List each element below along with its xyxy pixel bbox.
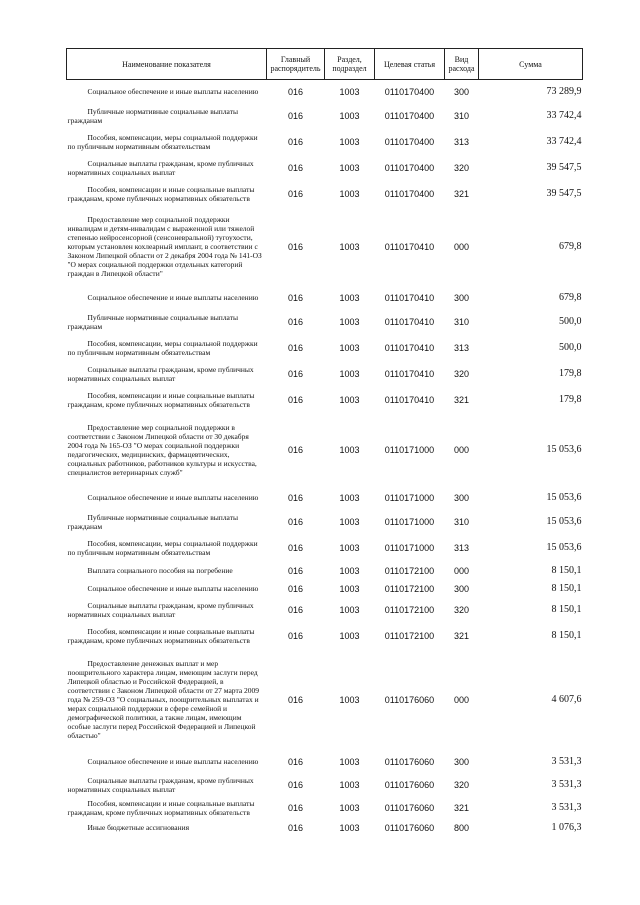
- row-type: 000: [453, 444, 470, 455]
- row-manager: 016: [287, 444, 304, 455]
- row-sum: 179,8: [559, 394, 582, 405]
- row-name: Социальные выплаты гражданам, кроме публичных нормативных социальных выплат: [67, 600, 254, 619]
- row-sum: 8 150,1: [551, 583, 582, 594]
- table-row: [67, 286, 583, 310]
- row-manager: 016: [287, 694, 304, 705]
- row-sum: 8 150,1: [551, 604, 582, 615]
- row-name: Пособия, компенсации и иные социальные выплаты гражданам, кроме публичных нормативных обязательств: [67, 626, 255, 645]
- row-type: 310: [453, 110, 470, 121]
- table-row: [67, 580, 583, 598]
- row-name: Пособия, компенсации, меры социальной поддержки по публичным нормативным обязательствам: [67, 338, 258, 357]
- row-manager: 016: [287, 110, 304, 121]
- row-section: 1003: [339, 394, 360, 405]
- row-name: Социальное обеспечение и иные выплаты населению: [87, 493, 259, 502]
- row-name: Публичные нормативные социальные выплаты гражданам: [67, 312, 239, 331]
- row-section: 1003: [339, 516, 360, 527]
- row-type: 000: [453, 694, 470, 705]
- row-section: 1003: [339, 492, 360, 503]
- row-manager: 016: [287, 802, 304, 813]
- row-name: Предоставление мер социальной поддержки в соответствии с Законом Липецкой области от 30 декабря 2004 года № 165-ОЗ "О мерах социальной поддержки педагогических, медицинских, фармацевтических, социальных работников, работников культуры и искусства, специалистов ветеринарных служб": [67, 422, 257, 477]
- row-section: 1003: [339, 110, 360, 121]
- row-article: 0110171000: [384, 516, 435, 527]
- row-name-cell: [67, 650, 267, 750]
- row-name: Пособия, компенсации и иные социальные выплаты гражданам, кроме публичных нормативных обязательств: [67, 184, 255, 203]
- table-row: [67, 796, 583, 820]
- row-section: 1003: [339, 694, 360, 705]
- row-type: 800: [453, 822, 470, 833]
- row-name-cell: [67, 510, 267, 534]
- row-name: Предоставление денежных выплат и мер поощрительного характера лицам, имеющим заслуги перед Липецкой областью и Российской Федерацией, в соответствии с Законом Липецкой области от 27 марта 2009 года № 259-ОЗ "О социальных, поощрительных выплатах и мерах социальной поддержки в сфере семейной и демографической политики, а также лицам, имеющим особые заслуги перед Российской Федерацией и Липецкой областью": [67, 659, 260, 740]
- row-type: 313: [453, 542, 470, 553]
- table-row: [67, 562, 583, 580]
- row-manager: 016: [287, 630, 304, 641]
- row-sum: 39 547,5: [546, 162, 582, 173]
- row-name: Социальные выплаты гражданам, кроме публичных нормативных социальных выплат: [67, 158, 254, 177]
- row-article: 0110170410: [384, 316, 435, 327]
- row-sum: 3 531,3: [551, 756, 582, 767]
- table-row: [67, 650, 583, 750]
- table-row: [67, 156, 583, 180]
- row-manager: 016: [287, 342, 304, 353]
- row-section: 1003: [339, 542, 360, 553]
- row-sum: 15 053,6: [546, 516, 582, 527]
- table-row: [67, 510, 583, 534]
- row-sum: 1 076,3: [551, 822, 582, 833]
- header-manager: Главный распорядитель: [267, 49, 325, 80]
- row-article: 0110171000: [384, 444, 435, 455]
- table-row: [67, 598, 583, 622]
- row-article: 0110170410: [384, 241, 435, 252]
- row-sum: 15 053,6: [546, 444, 582, 455]
- row-manager: 016: [287, 779, 304, 790]
- table-row: [67, 820, 583, 836]
- row-name-cell: [67, 310, 267, 334]
- row-manager: 016: [287, 565, 304, 576]
- row-type: 300: [453, 86, 470, 97]
- row-name: Социальные выплаты гражданам, кроме публичных нормативных социальных выплат: [67, 364, 254, 383]
- row-type: 310: [453, 516, 470, 527]
- table-row: [67, 534, 583, 562]
- row-sum: 8 150,1: [551, 630, 582, 641]
- row-sum: 73 289,9: [546, 86, 582, 98]
- row-type: 320: [453, 779, 470, 790]
- row-manager: 016: [287, 516, 304, 527]
- table-row: [67, 104, 583, 128]
- table-row: [67, 386, 583, 414]
- row-manager: 016: [287, 316, 304, 327]
- row-name-cell: [67, 362, 267, 386]
- row-name: Пособия, компенсации и иные социальные выплаты гражданам, кроме публичных нормативных обязательств: [67, 390, 255, 409]
- row-name-cell: [67, 622, 267, 650]
- row-name-cell: [67, 80, 267, 104]
- row-name: Иные бюджетные ассигнования: [87, 823, 190, 832]
- row-name-cell: [67, 820, 267, 836]
- row-article: 0110170410: [384, 394, 435, 405]
- row-manager: 016: [287, 368, 304, 379]
- row-manager: 016: [287, 604, 304, 615]
- row-sum: 679,8: [559, 241, 582, 252]
- row-section: 1003: [339, 188, 360, 199]
- row-name-cell: [67, 104, 267, 128]
- row-article: 0110170410: [384, 368, 435, 379]
- row-name: Пособия, компенсации, меры социальной поддержки по публичным нормативным обязательствам: [67, 538, 258, 557]
- row-name-cell: [67, 774, 267, 796]
- row-name-cell: [67, 334, 267, 362]
- row-manager: 016: [287, 162, 304, 173]
- row-article: 0110176060: [384, 802, 435, 813]
- row-name: Социальное обеспечение и иные выплаты населению: [87, 757, 259, 766]
- row-sum: 33 742,4: [546, 136, 582, 147]
- row-sum: 679,8: [559, 292, 582, 303]
- row-name-cell: [67, 486, 267, 510]
- row-sum: 15 053,6: [546, 542, 582, 553]
- row-article: 0110171000: [384, 492, 435, 503]
- table-body: [67, 80, 583, 836]
- row-section: 1003: [339, 822, 360, 833]
- row-type: 300: [453, 756, 470, 767]
- row-article: 0110176060: [384, 756, 435, 767]
- row-section: 1003: [339, 565, 360, 576]
- row-name: Пособия, компенсации, меры социальной поддержки по публичным нормативным обязательствам: [67, 132, 258, 151]
- row-article: 0110170400: [384, 110, 435, 121]
- row-name-cell: [67, 128, 267, 156]
- header-sum: Сумма: [479, 49, 583, 80]
- row-section: 1003: [339, 136, 360, 147]
- row-manager: 016: [287, 292, 304, 303]
- row-section: 1003: [339, 316, 360, 327]
- row-type: 300: [453, 492, 470, 503]
- row-type: 320: [453, 368, 470, 379]
- row-manager: 016: [287, 241, 304, 252]
- row-article: 0110170410: [384, 342, 435, 353]
- row-article: 0110171000: [384, 542, 435, 553]
- row-name: Социальное обеспечение и иные выплаты населению: [87, 584, 259, 593]
- row-section: 1003: [339, 583, 360, 594]
- row-section: 1003: [339, 241, 360, 252]
- row-type: 321: [453, 188, 470, 199]
- header-article: Целевая статья: [375, 49, 445, 80]
- row-name: Предоставление мер социальной поддержки инвалидам и детям-инвалидам с выраженной или тяжелой степенью нейросенсорной (сенсоневральной) тугоухости, которым установлен кохлеарный имплант, в соответствии с Законом Липецкой области от 2 декабря 2004 года № 141-ОЗ "О мерах социальной поддержки отдельных категорий граждан в Липецкой области": [67, 215, 262, 278]
- row-article: 0110170410: [384, 292, 435, 303]
- row-name: Выплата социального пособия на погребение: [87, 566, 233, 575]
- row-name-cell: [67, 580, 267, 598]
- row-type: 313: [453, 342, 470, 353]
- table-row: [67, 310, 583, 334]
- table-row: [67, 486, 583, 510]
- row-sum: 3 531,3: [551, 802, 582, 813]
- row-section: 1003: [339, 444, 360, 455]
- row-name: Социальное обеспечение и иные выплаты населению: [87, 87, 259, 97]
- table-row: [67, 622, 583, 650]
- row-name: Публичные нормативные социальные выплаты гражданам: [67, 512, 239, 531]
- row-manager: 016: [287, 583, 304, 594]
- header-section: Раздел, подраздел: [325, 49, 375, 80]
- table-row: [67, 208, 583, 286]
- row-manager: 016: [287, 136, 304, 147]
- row-type: 310: [453, 316, 470, 327]
- row-name-cell: [67, 386, 267, 414]
- table-row: [67, 362, 583, 386]
- row-sum: 39 547,5: [546, 188, 582, 199]
- row-article: 0110176060: [384, 822, 435, 833]
- row-name-cell: [67, 180, 267, 208]
- row-name: Пособия, компенсации и иные социальные выплаты гражданам, кроме публичных нормативных обязательств: [67, 798, 255, 817]
- row-article: 0110170400: [384, 136, 435, 147]
- table-row: [67, 750, 583, 774]
- row-name: Публичные нормативные социальные выплаты гражданам: [67, 106, 239, 125]
- row-type: 000: [453, 241, 470, 252]
- row-section: 1003: [339, 630, 360, 641]
- table-row: [67, 334, 583, 362]
- row-sum: 15 053,6: [546, 492, 582, 503]
- row-article: 0110172100: [384, 630, 435, 641]
- row-sum: 33 742,4: [546, 110, 582, 121]
- row-section: 1003: [339, 86, 360, 97]
- row-manager: 016: [287, 492, 304, 503]
- row-article: 0110170400: [384, 162, 435, 173]
- row-type: 321: [453, 802, 470, 813]
- row-name-cell: [67, 414, 267, 486]
- table-row: [67, 414, 583, 486]
- row-section: 1003: [339, 756, 360, 767]
- row-sum: 8 150,1: [551, 565, 582, 576]
- row-section: 1003: [339, 779, 360, 790]
- row-article: 0110170400: [384, 188, 435, 199]
- row-type: 300: [453, 583, 470, 594]
- row-sum: 4 607,6: [551, 694, 582, 705]
- budget-table: [66, 48, 583, 836]
- row-name-cell: [67, 534, 267, 562]
- row-type: 320: [453, 604, 470, 615]
- header-name: Наименование показателя: [67, 49, 267, 80]
- table-row: [67, 180, 583, 208]
- row-section: 1003: [339, 342, 360, 353]
- table-row: [67, 774, 583, 796]
- row-article: 0110172100: [384, 565, 435, 576]
- table-row: [67, 80, 583, 104]
- row-section: 1003: [339, 368, 360, 379]
- row-article: 0110172100: [384, 604, 435, 615]
- row-manager: 016: [287, 542, 304, 553]
- row-type: 321: [453, 630, 470, 641]
- row-sum: 179,8: [559, 368, 582, 379]
- row-section: 1003: [339, 802, 360, 813]
- row-article: 0110170400: [384, 86, 435, 97]
- row-sum: 500,0: [559, 316, 582, 327]
- row-name-cell: [67, 796, 267, 820]
- header-type: Вид расхода: [445, 49, 479, 80]
- row-manager: 016: [287, 822, 304, 833]
- row-name-cell: [67, 750, 267, 774]
- row-name-cell: [67, 562, 267, 580]
- row-manager: 016: [287, 86, 304, 97]
- row-name-cell: [67, 208, 267, 286]
- row-manager: 016: [287, 188, 304, 199]
- row-type: 000: [453, 565, 470, 576]
- row-name: Социальное обеспечение и иные выплаты населению: [87, 293, 259, 302]
- row-type: 321: [453, 394, 470, 405]
- row-article: 0110176060: [384, 694, 435, 705]
- row-sum: 500,0: [559, 342, 582, 353]
- row-name-cell: [67, 598, 267, 622]
- row-sum: 3 531,3: [551, 779, 582, 790]
- row-type: 320: [453, 162, 470, 173]
- row-type: 300: [453, 292, 470, 303]
- row-name: Социальные выплаты гражданам, кроме публичных нормативных социальных выплат: [67, 775, 254, 794]
- row-type: 313: [453, 136, 470, 147]
- row-manager: 016: [287, 756, 304, 767]
- row-section: 1003: [339, 162, 360, 173]
- table-row: [67, 128, 583, 156]
- row-article: 0110176060: [384, 779, 435, 790]
- row-article: 0110172100: [384, 583, 435, 594]
- row-section: 1003: [339, 292, 360, 303]
- row-name-cell: [67, 286, 267, 310]
- table-header-row: [67, 49, 583, 80]
- row-manager: 016: [287, 394, 304, 405]
- row-section: 1003: [339, 604, 360, 615]
- row-name-cell: [67, 156, 267, 180]
